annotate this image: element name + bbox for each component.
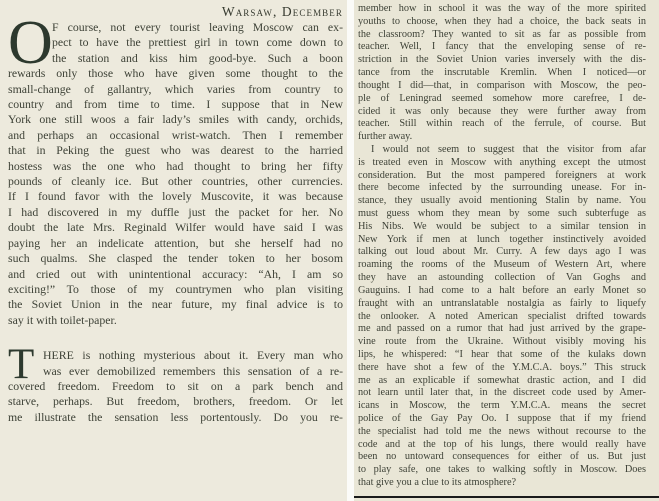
- paragraph-2: [8, 341, 343, 425]
- text-line: talking out loud about Mr. Curry. A few days ago I was: [358, 246, 646, 258]
- text-line: the specialist had told me the news without recourse to the: [358, 425, 646, 437]
- text-line: country and from time to time. I suppose that in New: [8, 97, 343, 112]
- text-line: the Soviet Union in the near future, my final advice is to: [8, 297, 343, 312]
- text-line: consideration. But the most pampered foreigners at work: [358, 169, 646, 181]
- paragraph-spacer: [8, 328, 343, 348]
- text-line: covered freedom. Freedom to sit on a park bench and: [8, 378, 343, 393]
- text-line: the onlooker. A noted American specialist drifted towards: [358, 310, 646, 322]
- text-line: me and passed on a rumor that had just arrived by the grape-: [358, 323, 646, 335]
- text-line: say it with toilet-paper.: [8, 312, 117, 327]
- text-line: teacher. Well, I fancy that the enveloping sense of re-: [358, 41, 646, 53]
- bottom-rule: [354, 496, 659, 498]
- text-line: code and at the top of his lungs, there would really have: [358, 438, 646, 450]
- dateline: Warsaw, December: [221, 4, 343, 19]
- text-line: to play safe, one takes to walking softly in Moscow. Does: [358, 464, 646, 476]
- paragraph-3: [358, 3, 646, 144]
- text-line: member how in school it was the way of the more spirited: [358, 3, 646, 14]
- text-line: youths to choose, when they had a choice, the back seats in: [358, 15, 646, 27]
- text-line: and perhaps an occasional wrist-watch. Then I remember: [8, 127, 343, 142]
- text-line: Gauguins. I had come to a halt before an early Monet so: [358, 284, 646, 296]
- text-line: vine route from the Ukraine. Without visibly moving his: [358, 336, 646, 348]
- text-line: is treated even in Moscow with anything except the utmost: [358, 156, 646, 168]
- text-line: rewards only those who have given some thought to the: [8, 66, 343, 81]
- text-line: they have an astounding collection of Van Goghs and: [358, 272, 646, 284]
- text-line: ple of Leningrad seemed somehow more carefree, I de-: [358, 92, 646, 104]
- text-line: been no untoward consequences for either of us. But just: [358, 451, 646, 463]
- text-line: F course, not every tourist leaving Moscow can ex-: [52, 20, 343, 34]
- text-line: police of the Gay Pay Oo. I suppose that if my friend: [358, 413, 646, 424]
- dropcap-letter: O: [8, 9, 53, 77]
- text-line: starve, perhaps. But freedom, brothers, freedom. Or let: [8, 394, 343, 409]
- text-line: and cried out with unintentional accuracy: “Ah, I am so: [8, 266, 343, 281]
- text-line: pect to have the prettiest girl in town come down to: [52, 35, 343, 50]
- text-line: the classroom? They wanted to sit as far as possible from: [358, 28, 646, 40]
- left-column-text: [8, 4, 343, 425]
- text-line: small-change of gallantry, which varies from country to: [8, 81, 343, 96]
- text-line: there become infected by the surrounding unease. For in-: [358, 182, 646, 194]
- text-line: pounds of cleanly ice. But other countries, other currencies.: [8, 174, 343, 189]
- text-line: fraught with an untranslatable nostalgia as fairly to liquefy: [358, 297, 646, 309]
- text-line: thought I did—that, in comparison with Moscow, the peo-: [358, 79, 646, 91]
- text-line: I had discovered in my duffle just the packet for her. No: [8, 204, 343, 219]
- text-line: must guess whom they mean by some such subterfuge as: [358, 208, 646, 219]
- text-line: If I found favor with the lovely Muscovite, it was because: [8, 189, 343, 204]
- text-line: exciting!” To those of my countrymen who plan visiting: [8, 281, 343, 296]
- dropcap-letter: T: [8, 341, 35, 389]
- text-line: me illustrate the sensation less portentously. Do you re-: [8, 409, 343, 424]
- text-line: paying her an indelicate attention, but she herself had no: [8, 235, 343, 250]
- text-line: New York if men at lunch together instinctively avoided: [358, 233, 646, 245]
- text-line: roaming the rooms of the Museum of Western Art, where: [358, 259, 646, 271]
- text-line: the station and kiss him good-bye. Such a boon: [52, 50, 343, 65]
- paragraph-4: [358, 144, 646, 490]
- text-line: further away.: [358, 131, 413, 143]
- text-line: was ever demobilized remembers this sensation of a re-: [43, 363, 343, 378]
- text-line: cided it was only because they were further away from: [358, 105, 646, 117]
- text-line: His Nibs. We would be subject to a similar tension in: [358, 220, 646, 232]
- text-line: York one still woos a fair lady’s smiles with candy, orchids,: [8, 112, 343, 127]
- text-line: me as an explicable if somewhat drastic action, and I did: [358, 374, 646, 386]
- text-line: HERE is nothing mysterious about it. Every man who: [43, 348, 343, 363]
- text-line: that give you a clue to its atmosphere?: [358, 477, 517, 489]
- text-line: not learn until later that, in the discreet code used by Amer-: [358, 387, 646, 399]
- text-line: lips, he whispered: “I hear that some of the kulaks down: [358, 348, 646, 360]
- text-line: there have shot a few of the Y.M.C.A. boys.” This struck: [358, 361, 646, 373]
- text-line: striction in the Soviet Union varies inversely with the dis-: [358, 54, 646, 66]
- text-line: I would not seem to suggest that the visitor from afar: [371, 143, 646, 155]
- text-line: such qualms. She clasped the tender token to her bosom: [8, 251, 343, 266]
- text-line: icans in Moscow, the term Y.M.C.A. means the secret: [358, 400, 646, 412]
- right-column-text: [358, 3, 646, 490]
- text-line: hostess was the one who had thought to bring her fifty: [8, 158, 343, 173]
- text-line: that in Peking the guest who was dearest to the harried: [8, 143, 343, 158]
- text-line: teacher. Still within reach of the ferrule, of course. But: [358, 118, 646, 130]
- text-line: doubt the late Mrs. Reginald Wilfer would have said I was: [8, 220, 343, 235]
- text-line: stance, they usually avoid mentioning Stalin by name. You: [358, 195, 646, 207]
- right-column: [354, 0, 659, 501]
- text-line: tance from the inscrutable Kremlin. When I noticed—or: [358, 67, 646, 79]
